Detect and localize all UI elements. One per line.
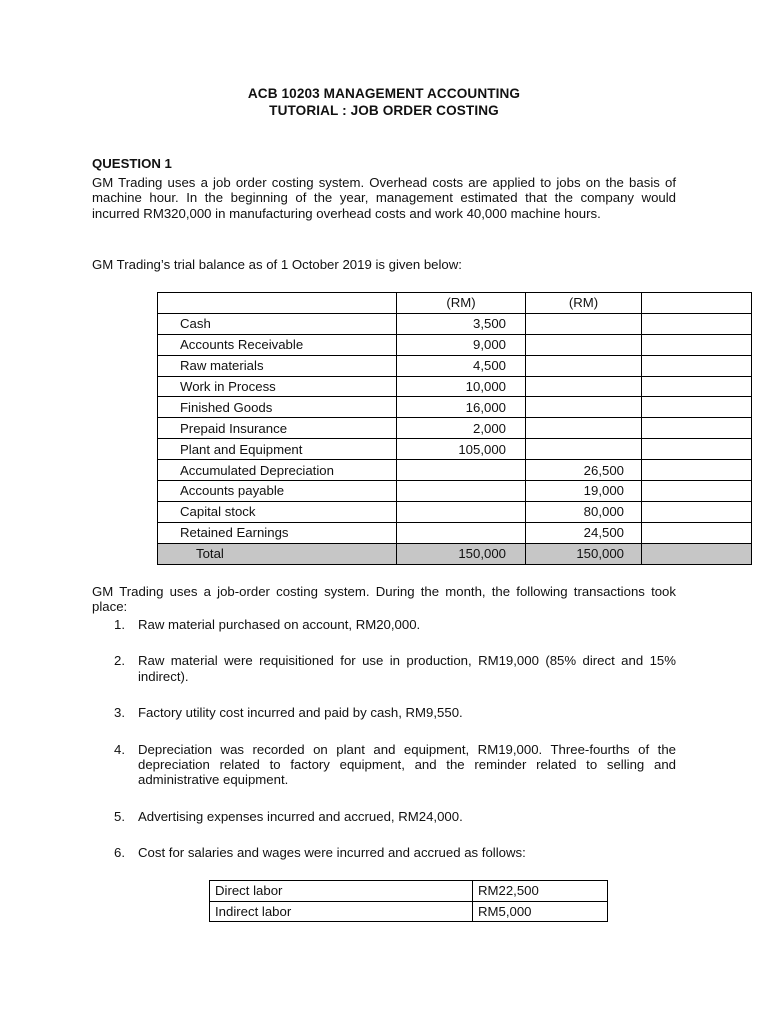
list-item: [92, 845, 676, 860]
header-cell: [642, 293, 752, 314]
header-cell: (RM): [526, 293, 642, 314]
debit-value: 4,500: [397, 355, 526, 376]
extra-cell: [642, 397, 752, 418]
extra-cell: [642, 334, 752, 355]
item-text: Advertising expenses incurred and accrued, RM24,000.: [138, 808, 463, 824]
total-debit: 150,000: [397, 543, 526, 564]
header-cell: (RM): [397, 293, 526, 314]
transactions-list: [92, 617, 676, 861]
item-number: 5.: [114, 808, 125, 824]
total-credit: 150,000: [526, 543, 642, 564]
table-row: [158, 522, 752, 543]
table-row: [158, 355, 752, 376]
question-intro: GM Trading uses a job order costing system. Overhead costs are applied to jobs on the basis of machine hour. In the beginning of the year, management estimated that the company would incurred RM320,000 in manufacturing overhead costs and work 40,000 machine hours.: [92, 175, 676, 221]
course-title: ACB 10203 MANAGEMENT ACCOUNTING: [247, 86, 521, 101]
list-item: [92, 809, 676, 824]
item-number: 1.: [114, 617, 125, 632]
account-name: Finished Goods: [158, 397, 397, 418]
wage-type: Direct labor: [210, 881, 473, 902]
table-row: [158, 397, 752, 418]
table-row: [158, 334, 752, 355]
trial-balance-intro: GM Trading’s trial balance as of 1 October 2019 is given below:: [92, 257, 462, 272]
account-name: Work in Process: [158, 376, 397, 397]
table-row: [158, 418, 752, 439]
account-name: Accumulated Depreciation: [158, 460, 397, 481]
credit-value: [526, 397, 642, 418]
wage-amount: RM5,000: [473, 901, 608, 922]
extra-cell: [642, 439, 752, 460]
total-label: Total: [158, 543, 397, 564]
item-text: Raw material were requisitioned for use in production, RM19,000 (85% direct and 15% indirect).: [138, 653, 676, 684]
transactions-intro: GM Trading uses a job-order costing system. During the month, the following transactions took place:: [92, 584, 676, 615]
credit-value: [526, 439, 642, 460]
wage-type: Indirect labor: [210, 901, 473, 922]
extra-cell: [642, 522, 752, 543]
credit-value: 80,000: [526, 501, 642, 522]
debit-value: 16,000: [397, 397, 526, 418]
trial-balance-table: [157, 292, 752, 565]
credit-value: 19,000: [526, 481, 642, 502]
item-text: Cost for salaries and wages were incurred and accrued as follows:: [138, 845, 526, 861]
wages-table: [209, 880, 608, 922]
debit-value: 3,500: [397, 313, 526, 334]
question-heading: QUESTION 1: [92, 156, 172, 171]
credit-value: 24,500: [526, 522, 642, 543]
table-row: [210, 901, 608, 922]
account-name: Raw materials: [158, 355, 397, 376]
account-name: Plant and Equipment: [158, 439, 397, 460]
extra-cell: [642, 376, 752, 397]
table-row: [210, 881, 608, 902]
table-row: [158, 313, 752, 334]
extra-cell: [642, 481, 752, 502]
item-number: 6.: [114, 845, 125, 861]
debit-value: 10,000: [397, 376, 526, 397]
credit-value: 26,500: [526, 460, 642, 481]
total-extra: [642, 543, 752, 564]
list-item: [92, 742, 676, 788]
table-row: [158, 439, 752, 460]
credit-value: [526, 313, 642, 334]
table-row: [158, 501, 752, 522]
item-number: 3.: [114, 705, 125, 721]
header-cell: [158, 293, 397, 314]
debit-value: [397, 460, 526, 481]
tutorial-title: TUTORIAL : JOB ORDER COSTING: [269, 103, 499, 118]
extra-cell: [642, 418, 752, 439]
debit-value: [397, 522, 526, 543]
extra-cell: [642, 355, 752, 376]
table-row: [158, 481, 752, 502]
list-item: [92, 617, 676, 632]
table-row: [158, 460, 752, 481]
debit-value: [397, 501, 526, 522]
account-name: Retained Earnings: [158, 522, 397, 543]
wage-amount: RM22,500: [473, 881, 608, 902]
account-name: Accounts payable: [158, 481, 397, 502]
item-text: Raw material purchased on account, RM20,000.: [138, 617, 421, 632]
extra-cell: [642, 460, 752, 481]
credit-value: [526, 418, 642, 439]
account-name: Prepaid Insurance: [158, 418, 397, 439]
trial-balance-total-row: [158, 543, 752, 564]
item-number: 2.: [114, 653, 125, 669]
table-row: [158, 376, 752, 397]
debit-value: [397, 481, 526, 502]
credit-value: [526, 355, 642, 376]
item-number: 4.: [114, 741, 125, 757]
debit-value: 105,000: [397, 439, 526, 460]
extra-cell: [642, 501, 752, 522]
extra-cell: [642, 313, 752, 334]
list-item: [92, 653, 676, 684]
list-item: [92, 705, 676, 720]
debit-value: 2,000: [397, 418, 526, 439]
debit-value: 9,000: [397, 334, 526, 355]
credit-value: [526, 376, 642, 397]
credit-value: [526, 334, 642, 355]
item-text: Factory utility cost incurred and paid by cash, RM9,550.: [138, 705, 463, 721]
account-name: Capital stock: [158, 501, 397, 522]
item-text: Depreciation was recorded on plant and equipment, RM19,000. Three-fourths of the depreciation related to factory equipment, and the reminder related to selling and administrative equipment.: [138, 741, 676, 788]
account-name: Accounts Receivable: [158, 334, 397, 355]
trial-balance-header-row: [158, 293, 752, 314]
account-name: Cash: [158, 313, 397, 334]
